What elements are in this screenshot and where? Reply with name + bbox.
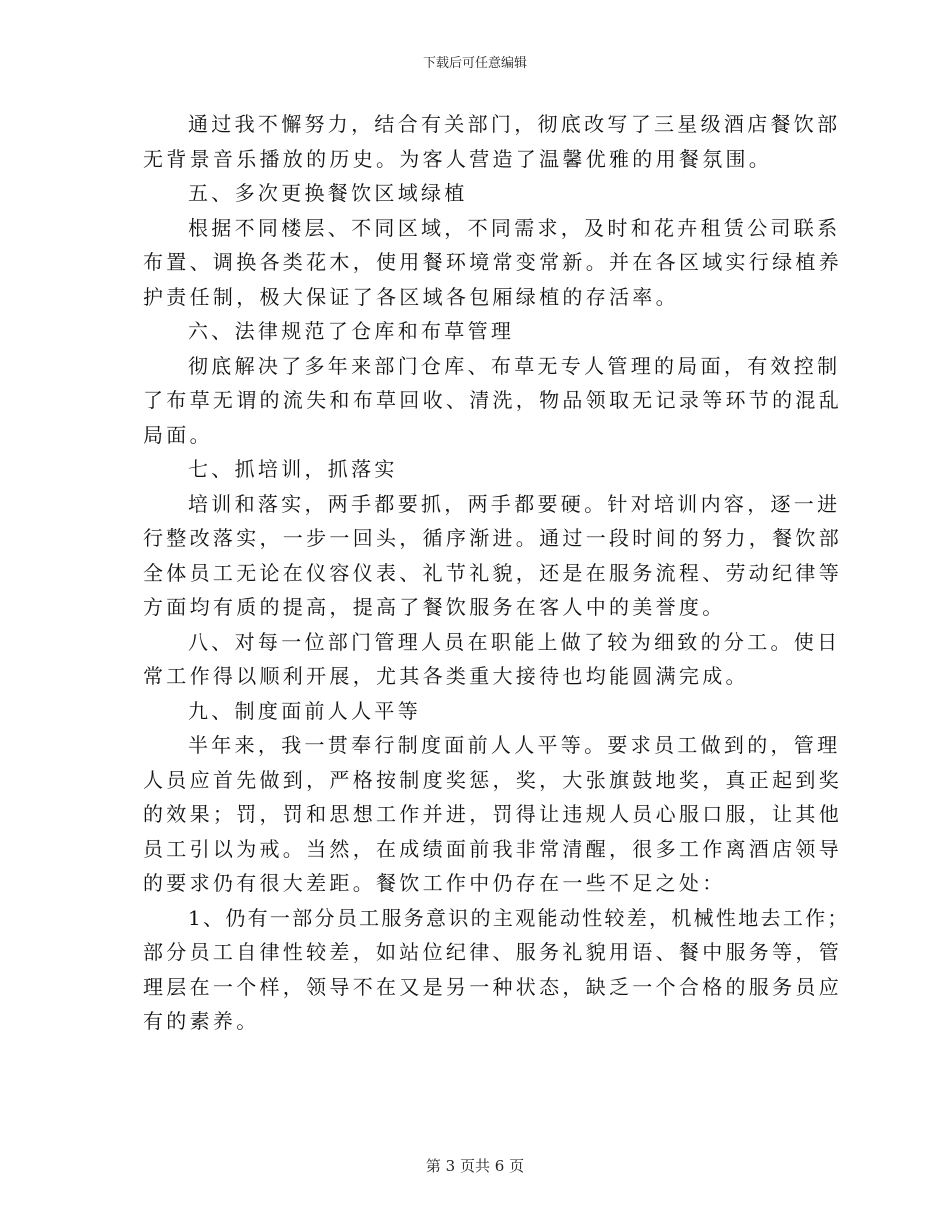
text-line: 培训和落实，两手都要抓，两手都要硬。针对培训内容，逐一进 (188, 491, 841, 516)
text-line: 无背景音乐播放的历史。为客人营造了温馨优雅的用餐氛围。 (143, 146, 773, 171)
text-line: 八、对每一位部门管理人员在职能上做了较为细致的分工。使日 (188, 629, 841, 654)
text-line: 员工引以为戒。当然，在成绩面前我非常清醒，很多工作离酒店领导 (143, 836, 842, 861)
text-line: 方面均有质的提高，提高了餐饮服务在客人中的美誉度。 (143, 595, 726, 619)
text-line: 部分员工自律性较差，如站位纪律、服务礼貌用语、餐中服务等，管 (143, 940, 842, 964)
text-line: 布置、调换各类花木，使用餐环境常变常新。并在各区域实行绿植养 (143, 250, 842, 274)
text-line: 常工作得以顺利开展，尤其各类重大接待也均能圆满完成。 (143, 664, 749, 688)
text-line: 1、仍有一部分员工服务意识的主观能动性较差，机械性地去工作； (188, 905, 850, 930)
text-line: 人员应首先做到，严格按制度奖惩，奖，大张旗鼓地奖，真正起到奖 (143, 767, 842, 792)
text-line: 行整改落实，一步一回头，循序渐进。通过一段时间的努力，餐饮部 (143, 526, 842, 550)
text-line: 理层在一个样，领导不在又是另一种状态，缺乏一个合格的服务员应 (143, 974, 842, 999)
text-line: 护责任制，极大保证了各区域各包厢绿植的存活率。 (143, 284, 679, 309)
text-line: 九、制度面前人人平等 (188, 698, 421, 723)
page-header: 下载后可任意编辑 (422, 56, 527, 71)
page-footer: 第 3 页共 6 页 (425, 1157, 525, 1175)
text-line: 六、法律规范了仓库和布草管理 (188, 319, 515, 343)
text-line: 的要求仍有很大差距。餐饮工作中仍存在一些不足之处： (143, 871, 726, 895)
text-line: 了布草无谓的流失和布草回收、清洗，物品领取无记录等环节的混乱 (143, 388, 842, 412)
document-body (143, 107, 850, 1039)
text-line: 全体员工无论在仪容仪表、礼节礼貌，还是在服务流程、劳动纪律等 (143, 560, 842, 585)
text-line: 五、多次更换餐饮区域绿植 (188, 181, 468, 205)
text-line: 彻底解决了多年来部门仓库、布草无专人管理的局面，有效控制 (188, 353, 841, 378)
text-line: 局面。 (143, 422, 213, 447)
text-line: 半年来，我一贯奉行制度面前人人平等。要求员工做到的，管理 (188, 733, 841, 757)
text-line: 有的素养。 (143, 1009, 260, 1033)
text-line: 通过我不懈努力，结合有关部门，彻底改写了三星级酒店餐饮部 (188, 112, 841, 136)
text-line: 七、抓培训，抓落实 (188, 457, 398, 481)
text-line: 的效果；罚，罚和思想工作并进，罚得让违规人员心服口服，让其他 (143, 802, 842, 826)
text-line: 根据不同楼层、不同区域，不同需求，及时和花卉租赁公司联系 (188, 215, 841, 240)
